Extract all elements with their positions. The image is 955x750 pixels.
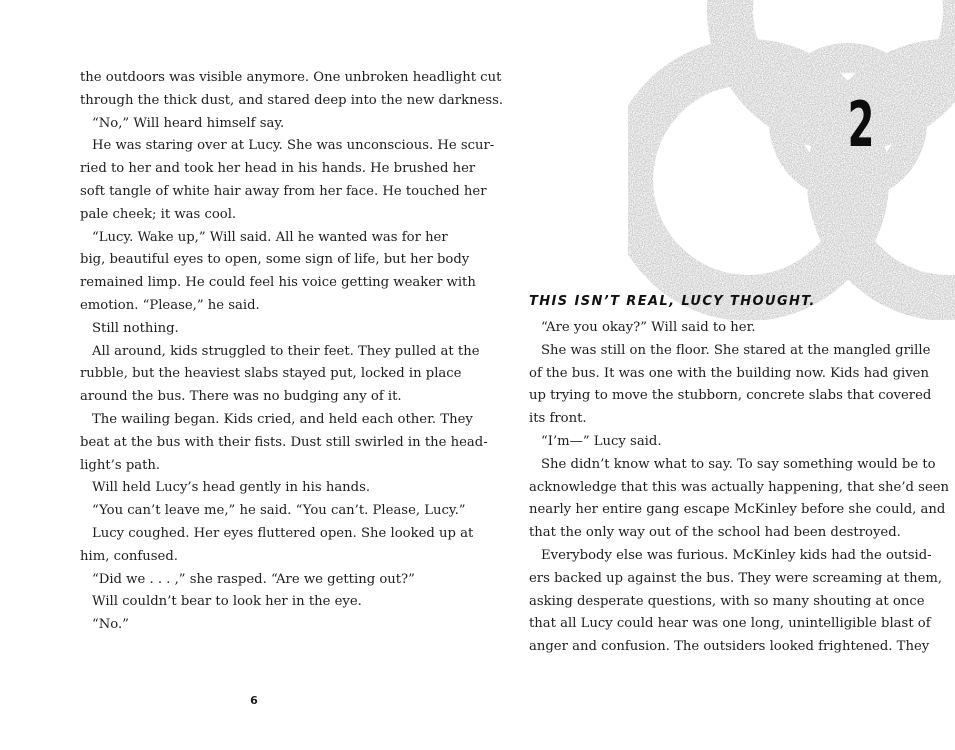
text-line: asking desperate questions, with so many shouting at once (529, 593, 925, 609)
text-line: that all Lucy could hear was one long, unintelligible blast of (529, 616, 931, 632)
text-line: “No,” Will heard himself say. (92, 115, 285, 131)
text-line: that the only way out of the school had been destroyed. (529, 525, 901, 541)
text-line: “Did we . . . ,” she rasped. “Are we getting out?” (92, 571, 415, 587)
text-line: of the bus. It was one with the building now. Kids had given (529, 365, 929, 381)
text-line: nearly her entire gang escape McKinley before she could, and (529, 502, 946, 518)
text-line: the outdoors was visible anymore. One unbroken headlight cut (80, 70, 502, 85)
text-line: He was staring over at Lucy. She was unconscious. He scur- (92, 138, 495, 154)
text-line: All around, kids struggled to their feet. They pulled at the (92, 343, 480, 359)
text-line: light’s path. (80, 457, 161, 473)
right-page-text (529, 317, 950, 659)
text-line: soft tangle of white hair away from her face. He touched her (80, 183, 487, 199)
text-line: ers backed up against the bus. They were screaming at them, (529, 570, 943, 586)
text-line: ried to her and took her head in his hands. He brushed her (80, 161, 476, 177)
text-line: Lucy coughed. Her eyes fluttered open. She looked up at (92, 525, 474, 541)
text-line: Will held Lucy’s head gently in his hands. (92, 480, 371, 496)
text-line: through the thick dust, and stared deep into the new darkness. (80, 92, 504, 108)
text-line: The wailing began. Kids cried, and held each other. They (92, 411, 473, 427)
text-line: anger and confusion. The outsiders looked frightened. They (529, 639, 930, 655)
text-line: “Lucy. Wake up,” Will said. All he wanted was for her (92, 229, 448, 245)
text-line: Still nothing. (92, 320, 179, 336)
text-line: beat at the bus with their fists. Dust still swirled in the head- (80, 434, 488, 450)
text-line: “You can’t leave me,” he said. “You can’t. Please, Lucy.” (92, 503, 466, 519)
text-line: Will couldn’t bear to look her in the eye. (92, 594, 362, 610)
text-line: acknowledge that this was actually happening, that she’d seen (529, 479, 950, 495)
right-page (478, 0, 955, 750)
text-line: big, beautiful eyes to open, some sign of life, but her body (80, 252, 470, 268)
text-line: him, confused. (80, 548, 178, 564)
chapter-number: 2 (847, 88, 875, 161)
text-line: emotion. “Please,” he said. (80, 297, 260, 313)
left-page-text (80, 67, 504, 637)
text-line: its front. (529, 411, 587, 427)
text-line: remained limp. He could feel his voice getting weaker with (80, 275, 476, 291)
text-line: up trying to move the stubborn, concrete slabs that covered (529, 388, 932, 404)
text-line: She didn’t know what to say. To say something would be to (541, 456, 936, 472)
text-line: Everybody else was furious. McKinley kids had the outsid- (541, 547, 932, 563)
page-number: 6 (250, 694, 258, 707)
text-line: “I’m—” Lucy said. (541, 433, 662, 449)
text-line: She was still on the floor. She stared at the mangled grille (541, 342, 931, 358)
text-line: “Are you okay?” Will said to her. (541, 320, 756, 335)
text-line: “No.” (92, 617, 129, 633)
text-line: pale cheek; it was cool. (80, 206, 237, 222)
chapter-opening-line: THIS ISN’T REAL, LUCY THOUGHT. (529, 294, 816, 309)
biohazard-icon (628, 0, 955, 320)
text-line: rubble, but the heaviest slabs stayed put, locked in place (80, 366, 462, 382)
text-line: around the bus. There was no budging any of it. (80, 389, 402, 405)
